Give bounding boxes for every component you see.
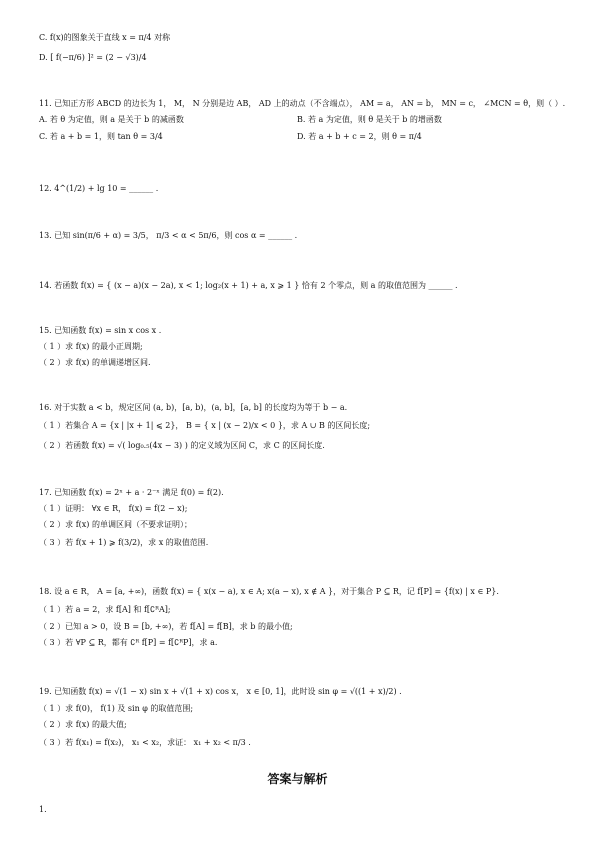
question-line: （ 3 ）若 ∀P ⊆ R，都有 ∁ᴿ f[P] = f[∁ᴿP]，求 a.	[39, 638, 218, 647]
question-line: C. 若 a + b = 1，则 tan θ = 3/4	[39, 132, 163, 141]
question-line: （ 3 ）若 f(x₁) = f(x₂)， x₁ < x₂，求证： x₁ + x₂ < π/3 .	[39, 738, 251, 747]
question-line: （ 2 ）已知 a > 0，设 B = [b, +∞)，若 f[A] = f[B]，求 b 的最小值;	[39, 622, 293, 631]
question-line: （ 2 ）若函数 f(x) = √( log₀.₅(4x − 3) ) 的定义域为区间 C，求 C 的区间长度.	[39, 441, 325, 450]
question-line: 12. 4^(1/2) + lg 10 = ______ .	[39, 184, 159, 193]
question-line: D. [ f(−π/6) ]² = (2 − √3)/4	[39, 53, 147, 62]
question-line: （ 1 ）若集合 A = {x | |x + 1| ⩽ 2}， B = { x | (x − 2)/x < 0 }，求 A ∪ B 的区间长度;	[39, 421, 371, 430]
option-line: B. 若 a 为定值，则 θ 是关于 b 的增函数	[297, 115, 442, 124]
question-line: （ 3 ）若 f(x + 1) ⩾ f(3/2)，求 x 的取值范围.	[39, 538, 209, 547]
question-line: （ 2 ）求 f(x) 的单调区间（不要求证明）；	[39, 520, 192, 529]
question-line: （ 2 ）求 f(x) 的最大值;	[39, 720, 127, 729]
question-line: （ 1 ）证明： ∀x ∈ R， f(x) = f(2 − x);	[39, 504, 188, 513]
question-line: 19. 已知函数 f(x) = √(1 − x) sin x + √(1 + x) cos x， x ∈ [0, 1]，此时设 sin φ = √((1 + x)/2) .	[39, 687, 402, 696]
question-line: 13. 已知 sin(π/6 + α) = 3/5， π/3 < α < 5π/6，则 cos α = ______ .	[39, 231, 298, 240]
question-line: 15. 已知函数 f(x) = sin x cos x .	[39, 326, 162, 335]
question-line: （ 2 ）求 f(x) 的单调递增区间.	[39, 358, 151, 367]
question-line: （ 1 ）求 f(0)， f(1) 及 sin φ 的取值范围;	[39, 704, 194, 713]
question-line: 14. 若函数 f(x) = { (x − a)(x − 2a), x < 1; log₂(x + 1) + a, x ⩾ 1 } 恰有 2 个零点，则 a 的取值范围为 ______ .	[39, 281, 458, 290]
question-line: C. f(x)的图象关于直线 x = π/4 对称	[39, 33, 171, 42]
question-line: 16. 对于实数 a < b，规定区间 (a, b)，[a, b)，(a, b]，[a, b] 的长度均为等于 b − a.	[39, 403, 348, 412]
question-line: 17. 已知函数 f(x) = 2ˣ + a · 2⁻ˣ 满足 f(0) = f(2).	[39, 488, 224, 497]
question-line: A. 若 θ 为定值，则 a 是关于 b 的减函数	[39, 115, 184, 124]
question-line: 1.	[39, 805, 47, 814]
question-line: 18. 设 a ∈ R， A = [a, +∞)，函数 f(x) = { x(x − a), x ∈ A; x(a − x), x ∉ A }，对于集合 P ⊆ R，记 f[P] = {f(x) | x ∈ P}.	[39, 587, 499, 596]
question-line: 11. 已知正方形 ABCD 的边长为 1， M， N 分别是边 AB， AD 上的动点（不含端点）， AM = a， AN = b， MN = c， ∠MCN = θ，则（ ）.	[39, 99, 566, 108]
option-line: D. 若 a + b + c = 2，则 θ = π/4	[297, 132, 422, 141]
answer-section-title: 答案与解析	[267, 772, 328, 786]
question-line: （ 1 ）求 f(x) 的最小正周期;	[39, 342, 143, 351]
question-line: （ 1 ）若 a = 2，求 f[A] 和 f[∁ᴿA];	[39, 605, 171, 614]
